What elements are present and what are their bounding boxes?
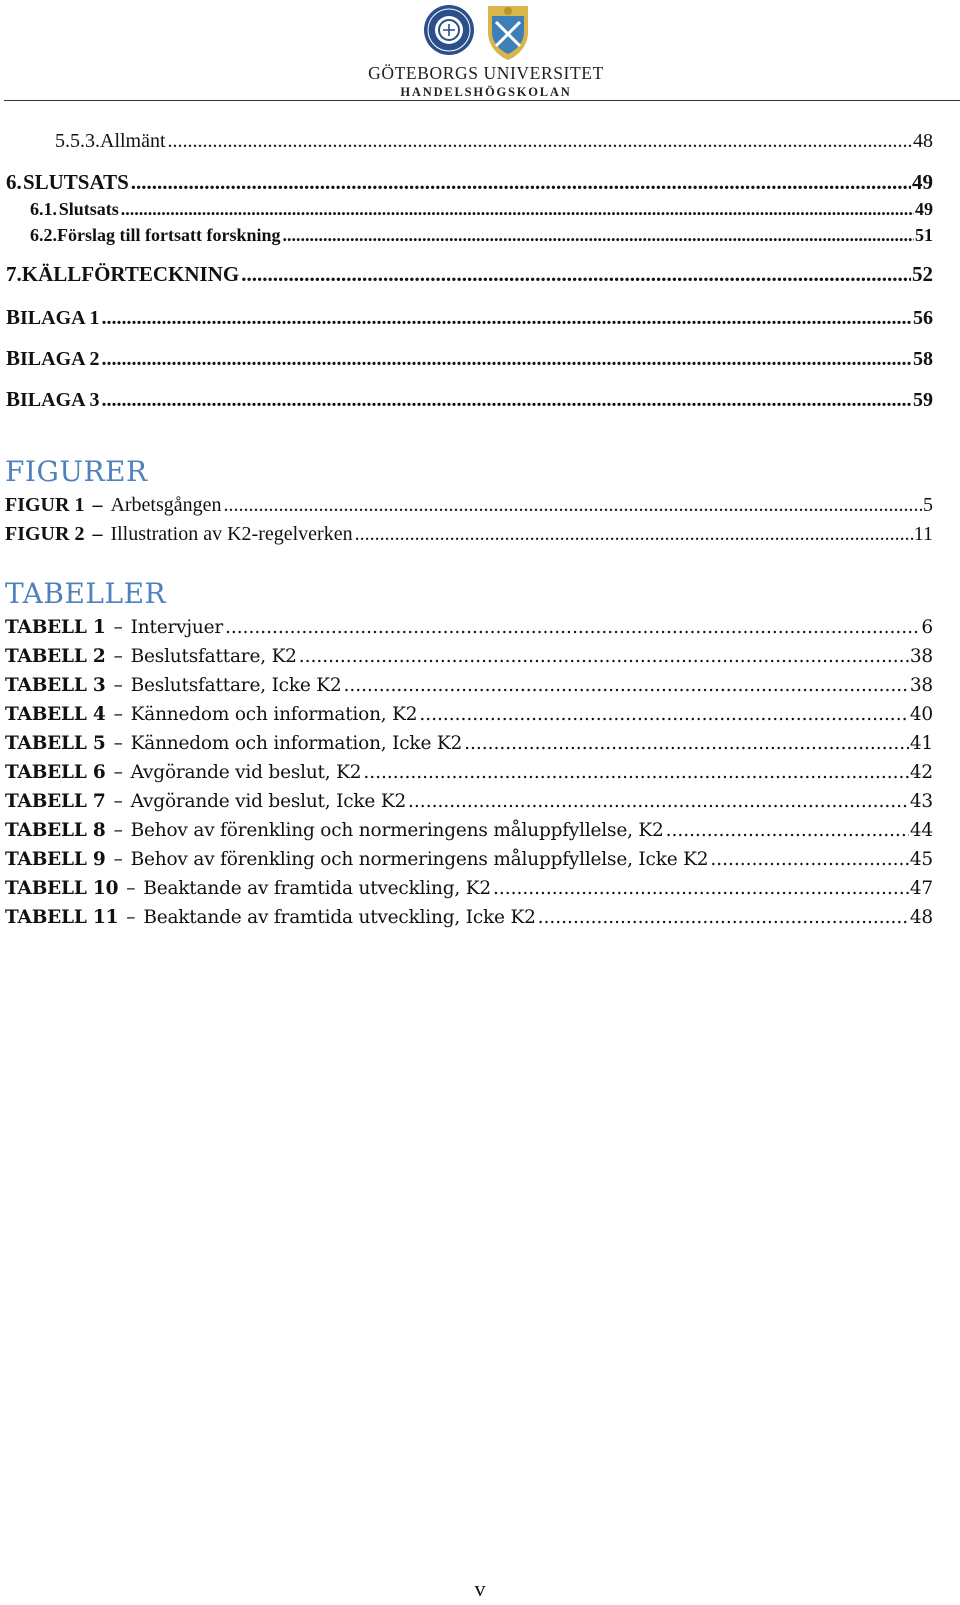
toc-page: 48 [913,130,933,152]
table-list-entry[interactable] [5,762,933,783]
table-title: Beslutsfattare, K2 [130,646,297,667]
dash: – [113,617,123,638]
dash: – [92,494,103,516]
table-page: 6 [921,617,933,638]
toc-title: Slutsats [58,199,119,219]
dot-leader [299,646,909,665]
table-list-entry[interactable] [5,791,933,812]
dot-leader [666,820,909,839]
dash: – [113,791,123,812]
table-list-entry[interactable] [5,646,933,667]
dash: – [126,878,136,899]
toc-title: Allmänt [100,130,166,152]
dot-leader [101,307,912,327]
dot-leader [282,225,914,243]
table-label: TABELL 7 [5,791,106,812]
dot-leader [464,733,909,752]
table-label: TABELL 9 [5,849,106,870]
table-list-entry[interactable] [5,907,933,928]
business-school-emblem-icon [488,6,528,60]
table-page: 38 [909,675,933,696]
dot-leader [241,262,911,283]
table-label: TABELL 5 [5,733,106,754]
appendix-title: ILAGA 2 [20,348,100,370]
toc-entry-appendix[interactable] [6,346,933,371]
figure-page: 5 [923,494,933,516]
dot-leader [355,523,913,543]
university-logos [422,2,540,62]
table-list-entry[interactable] [5,675,933,696]
toc-entry[interactable] [30,199,933,220]
toc-page: 56 [913,307,933,329]
table-title: Intervjuer [130,617,223,638]
dash: – [113,849,123,870]
dot-leader [710,849,909,868]
school-name: HANDELSHÖGSKOLAN [400,85,572,99]
toc-page: 49 [915,199,933,219]
toc-entry-appendix[interactable] [6,387,933,412]
table-title: Beaktande av framtida utveckling, Icke K2 [143,907,536,928]
table-title: Kännedom och information, Icke K2 [130,733,463,754]
table-title: Beslutsfattare, Icke K2 [130,675,342,696]
page-number: v [474,1576,486,1601]
toc-page: 58 [913,348,933,370]
table-title: Avgörande vid beslut, K2 [130,762,362,783]
table-label: TABELL 3 [5,675,106,696]
dot-leader [225,617,920,636]
dot-leader [493,878,909,897]
table-title: Avgörande vid beslut, Icke K2 [130,791,407,812]
table-list-entry[interactable] [5,733,933,754]
appendix-initial: B [6,305,21,329]
dash: – [113,704,123,725]
dot-leader [131,170,911,191]
table-label: TABELL 6 [5,762,106,783]
dot-leader [101,389,912,409]
table-page: 41 [909,733,933,754]
toc-number: 6.1. [30,199,57,219]
table-list-entry[interactable] [5,849,933,870]
toc-entry[interactable] [55,130,933,153]
table-title: Beaktande av framtida utveckling, K2 [143,878,491,899]
table-page: 42 [909,762,933,783]
table-list-entry[interactable] [5,704,933,725]
figure-page: 11 [913,523,933,545]
dash: – [113,820,123,841]
toc-entry[interactable] [6,170,933,195]
dash: – [113,646,123,667]
dot-leader [168,130,912,150]
table-label: TABELL 10 [5,878,119,899]
table-list-entry[interactable] [5,820,933,841]
figure-list-entry[interactable] [5,494,933,517]
table-label: TABELL 2 [5,646,106,667]
toc-title: Förslag till fortsatt forskning [57,225,281,245]
toc-page: 49 [912,170,933,194]
dot-leader [419,704,909,723]
dot-leader [343,675,908,694]
table-page: 43 [909,791,933,812]
table-page: 44 [909,820,933,841]
dash: – [113,762,123,783]
table-list-entry[interactable] [5,878,933,899]
toc-number: 6.2. [30,225,57,245]
dot-leader [363,762,909,781]
table-label: TABELL 1 [5,617,106,638]
toc-title: KÄLLFÖRTECKNING [21,262,240,286]
table-title: Kännedom och information, K2 [130,704,418,725]
table-label: TABELL 8 [5,820,106,841]
table-page: 40 [909,704,933,725]
toc-entry-appendix[interactable] [6,305,933,330]
page-header [0,0,960,104]
table-title: Behov av förenkling och normeringens måluppfyllelse, K2 [130,820,664,841]
toc-entry[interactable] [30,225,933,246]
dot-leader [408,791,909,810]
toc-entry[interactable] [6,262,933,287]
figures-heading: FIGURER [5,455,148,488]
figure-title: Arbetsgången [110,494,222,516]
appendix-title: ILAGA 1 [20,307,100,329]
appendix-initial: B [6,387,21,411]
figure-label: FIGUR 2 [5,523,85,545]
dot-leader [538,907,909,926]
dash: – [126,907,136,928]
header-divider [4,100,960,101]
dot-leader [121,199,914,217]
table-page: 45 [909,849,933,870]
toc-number: 6. [6,170,22,194]
dash: – [92,523,103,545]
dot-leader [101,348,912,368]
toc-page: 52 [912,262,933,286]
toc-title: SLUTSATS [22,170,129,194]
figure-title: Illustration av K2-regelverken [110,523,353,545]
table-page: 47 [909,878,933,899]
figure-list-entry[interactable] [5,523,933,546]
appendix-title: ILAGA 3 [20,389,100,411]
dot-leader [224,494,922,514]
toc-number: 7. [6,262,22,286]
university-name: GÖTEBORGS UNIVERSITET [368,63,604,83]
university-seal-icon [424,5,474,55]
toc-number: 5.5.3. [55,130,100,152]
dash: – [113,733,123,754]
table-page: 38 [909,646,933,667]
toc-page: 51 [915,225,933,245]
table-label: TABELL 4 [5,704,106,725]
table-label: TABELL 11 [5,907,119,928]
toc-page: 59 [913,389,933,411]
figure-label: FIGUR 1 [5,494,85,516]
dash: – [113,675,123,696]
appendix-initial: B [6,346,21,370]
tables-heading: TABELLER [5,577,167,610]
table-page: 48 [909,907,933,928]
table-title: Behov av förenkling och normeringens måluppfyllelse, Icke K2 [130,849,709,870]
table-list-entry[interactable] [5,617,933,638]
